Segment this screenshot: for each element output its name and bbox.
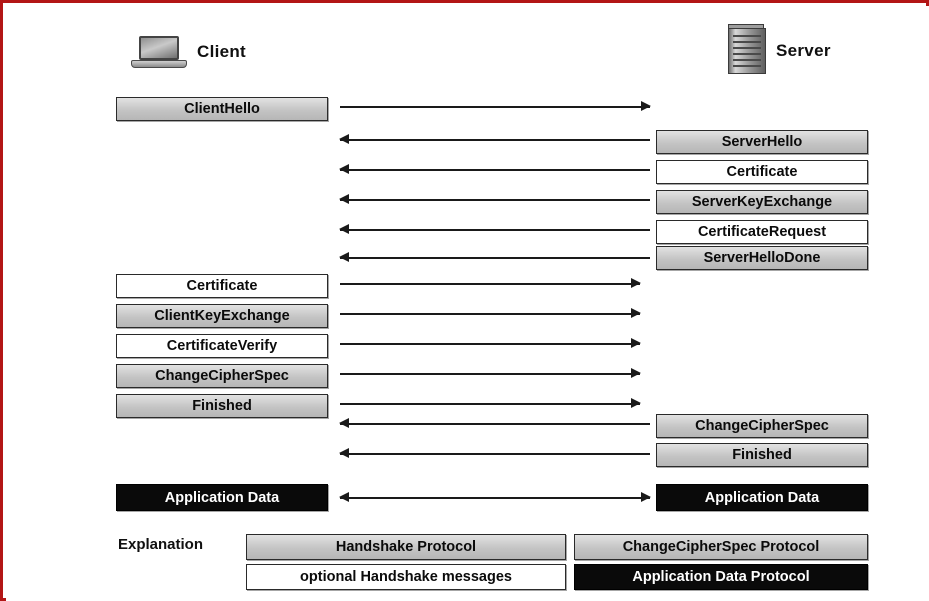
message-certificate-request: CertificateRequest — [656, 220, 868, 244]
arrow-client-certificate — [340, 278, 640, 289]
arrow-client-hello — [340, 101, 650, 112]
message-client-certificate: Certificate — [116, 274, 328, 298]
message-client-hello: ClientHello — [116, 97, 328, 121]
legend-changecipherspec-protocol: ChangeCipherSpec Protocol — [574, 534, 868, 560]
server-icon — [728, 28, 766, 74]
arrow-client-change-cipher-spec — [340, 368, 640, 379]
message-client-application-data: Application Data — [116, 484, 328, 511]
message-client-key-exchange: ClientKeyExchange — [116, 304, 328, 328]
endpoint-client — [131, 34, 246, 70]
message-client-change-cipher-spec: ChangeCipherSpec — [116, 364, 328, 388]
message-certificate-verify: CertificateVerify — [116, 334, 328, 358]
arrow-server-hello-done — [340, 252, 650, 263]
arrow-certificate-request — [340, 224, 650, 235]
arrow-client-key-exchange — [340, 308, 640, 319]
arrow-server-hello — [340, 134, 650, 145]
arrow-server-finished — [340, 448, 650, 459]
message-server-change-cipher-spec: ChangeCipherSpec — [656, 414, 868, 438]
message-server-application-data: Application Data — [656, 484, 868, 511]
message-server-hello-done: ServerHelloDone — [656, 246, 868, 270]
arrow-application-data — [340, 492, 650, 503]
message-server-hello: ServerHello — [656, 130, 868, 154]
message-server-finished: Finished — [656, 443, 868, 467]
laptop-icon — [131, 34, 187, 70]
endpoint-server — [728, 28, 831, 74]
legend-application-data-protocol: Application Data Protocol — [574, 564, 868, 590]
endpoint-server-label: Server — [776, 41, 831, 60]
arrow-certificate-verify — [340, 338, 640, 349]
endpoint-client-label: Client — [197, 42, 247, 61]
arrow-server-key-exchange — [340, 194, 650, 205]
message-client-finished: Finished — [116, 394, 328, 418]
arrow-server-certificate — [340, 164, 650, 175]
message-server-key-exchange: ServerKeyExchange — [656, 190, 868, 214]
legend-title: Explanation — [118, 536, 204, 553]
message-server-certificate: Certificate — [656, 160, 868, 184]
legend-optional-handshake: optional Handshake messages — [246, 564, 566, 590]
legend-handshake-protocol: Handshake Protocol — [246, 534, 566, 560]
diagram-canvas — [6, 6, 929, 601]
arrow-client-finished — [340, 398, 640, 409]
arrow-server-change-cipher-spec — [340, 418, 650, 429]
